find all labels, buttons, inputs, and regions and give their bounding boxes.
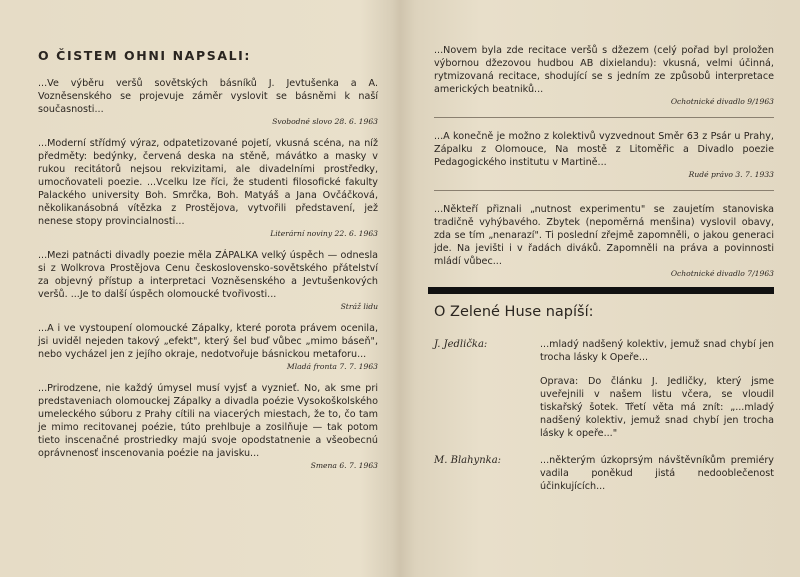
review-block <box>434 44 774 106</box>
review-source: Smena 6. 7. 1963 <box>310 461 378 470</box>
review-text: ...Prirodzene, nie každý úmysel musí vyjsť a vyznieť. No, ak sme pri predstaveniach olomouckej Zápalky a divadla poézie Vysokoškolského umeleckého súboru z Prahy cítili na viacerých miestach, že to, čo tam je mimo recitovanej poézie, túto prehlbuje a zosilňuje — tak potom tieto inscenačné prostriedky majú svoje opodstatnenie a všeobecnú oprávnenosť inscenovania poézie na javisku... <box>38 383 378 459</box>
review-text: ...Novem byla zde recitace veršů s džezem (celý pořad byl proložen výbornou džezovou hudbou AB dixielandu): vkusná, velmi účinná, rytmizovaná recitace, shodující se s jedním ze způsobů interpretace amerických beatniků... <box>434 45 774 95</box>
huse-heading: O Zelené Huse napíší: <box>434 304 594 320</box>
review-block <box>38 382 378 470</box>
review-text: ...Ve výběru veršů sovětských básníků J. Jevtušenka a A. Vozněsenského se projevuje záměr vyslovit se básněmi k naší současnosti... <box>38 78 378 115</box>
review-source: Svobodné slovo 28. 6. 1963 <box>272 117 378 126</box>
review-source: Ochotnické divadlo 7/1963 <box>670 269 774 278</box>
author-name: M. Blahynka: <box>434 455 502 466</box>
review-text: ...Moderní střídmý výraz, odpatetizované pojetí, vkusná scéna, na níž předměty: bedýnky, červená deska na stěně, mávátko a masky v rukou recitátorů nejsou rekvizitami, ale divadelními prostředky, umocňovateli poezie. ...Vcelku lze říci, že studenti filosofické fakulty Palackého university Boh. Smrčka, Boh. Matyáš a Jana Ovčáčková, několikanásobná vítězka z Prostějova, vytvořili představení, jež nenese stopy provincialnosti... <box>38 138 378 227</box>
reviews-heading: O ČISTEM OHNI NAPSALI: <box>38 48 252 63</box>
review-block <box>38 77 378 126</box>
review-source: Rudé právo 3. 7. 1933 <box>688 170 774 179</box>
review-block <box>38 137 378 238</box>
huse-quote: ...mladý nadšený kolektiv, jemuž snad chybí jen trocha lásky k Opeře... <box>540 339 774 363</box>
review-source: Ochotnické divadlo 9/1963 <box>670 97 774 106</box>
review-source: Stráž lidu <box>340 302 378 311</box>
huse-correction: Oprava: Do článku J. Jedličky, který jsme uveřejnili v našem listu včera, se vloudil tiskařský šotek. Třetí věta má znít: „...mladý nadšený kolektiv, jemuž snad chybí jen trocha lásky k opeře..." <box>540 376 774 439</box>
review-text: ...A konečně je možno z kolektivů vyzvednout Směr 63 z Psár u Prahy, Zápalku z Olomouce, Na mostě z Litoměřic a Divadlo poezie Pedagogického institutu v Martině... <box>434 131 774 168</box>
review-text: ...Někteří přiznali „nutnost experimentu" se zaujetím stanoviska tradičně vyhýbavého. Zbytek (nepoměrná menšina) vyslovil obavy, zda se tím „nenarazí". Ti poslední zřejmě zapomněli, o jakou generaci jde. Na jevišti i v řadách diváků. Zapomněli na práva a povinnosti mládí vůbec... <box>434 204 774 267</box>
huse-text <box>540 338 774 440</box>
review-block <box>434 130 774 179</box>
review-text: ...Mezi patnácti divadly poezie měla ZÁPALKA velký úspěch — odnesla si z Wolkrova Prostějova Cenu československo-sovětského přátelství za objevný přístup a interpretaci Vozněsenského a Jevtušenkových veršů. ...Je to další úspěch olomoucké tvořivosti... <box>38 250 378 300</box>
review-block <box>434 203 774 278</box>
right-column <box>434 44 774 289</box>
divider <box>434 117 774 118</box>
huse-section <box>434 338 774 493</box>
review-block <box>38 249 378 311</box>
section-separator-bar <box>428 287 774 294</box>
huse-row <box>434 338 774 440</box>
review-block <box>38 322 378 371</box>
review-source: Literární noviny 22. 6. 1963 <box>270 229 378 238</box>
author-name: J. Jedlička: <box>434 339 488 350</box>
review-source: Mladá fronta 7. 7. 1963 <box>286 362 378 371</box>
review-text: ...A i ve vystoupení olomoucké Zápalky, které porota právem ocenila, jsi uviděl nejeden takový „efekt", který šel buď vůbec „mimo báseň", nebo vycházel jen z jejího okraje, nedotvořuje básnickou metaforu... <box>38 323 378 360</box>
left-column <box>38 48 378 481</box>
huse-quote: ...některým úzkoprsým návštěvníkům premiéry vadila poněkud jistá nedooblečenost účinkujících... <box>540 455 774 492</box>
divider <box>434 190 774 191</box>
huse-row <box>434 454 774 493</box>
